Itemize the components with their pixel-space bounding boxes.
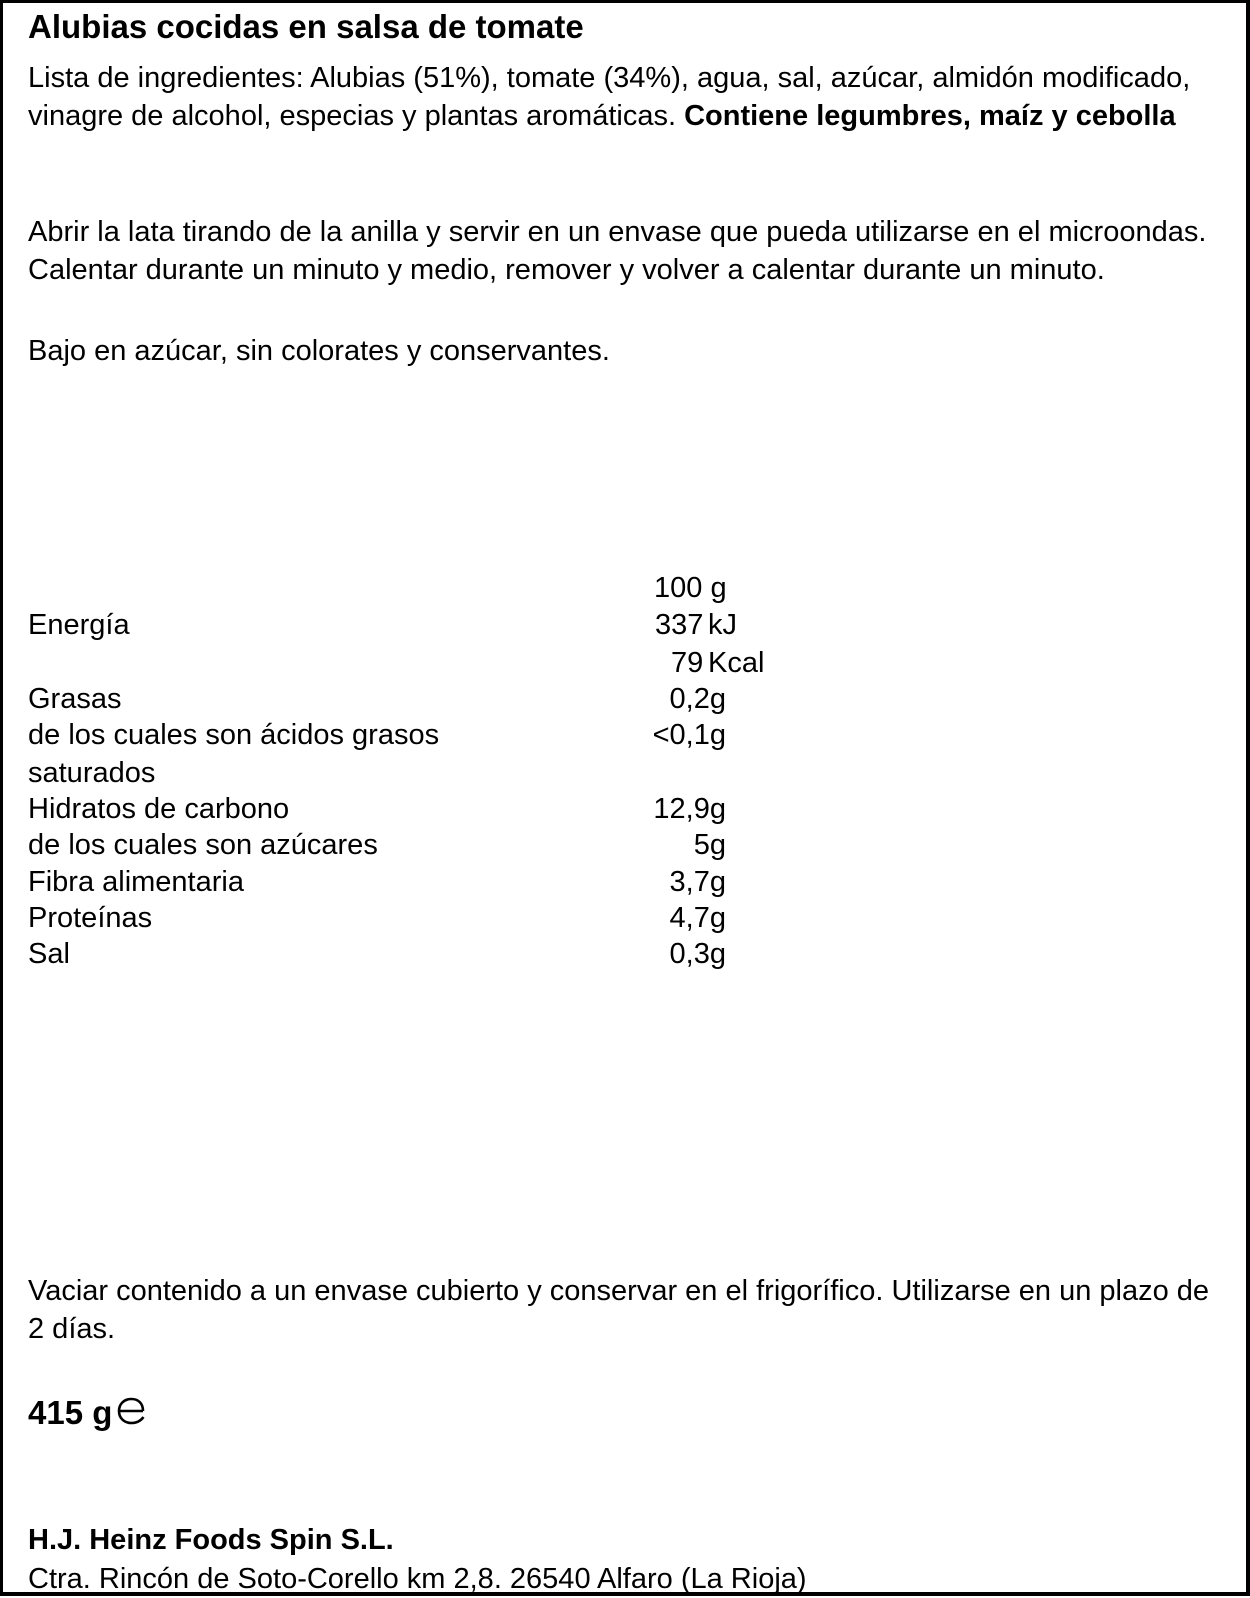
- fat-value: 0,2g: [669, 683, 726, 715]
- manufacturer-name: H.J. Heinz Foods Spin S.L.: [28, 1524, 394, 1556]
- energy-label: Energía: [28, 609, 130, 641]
- manufacturer-address: Ctra. Rincón de Soto-Corello km 2,8. 26540 Alfaro (La Rioja): [28, 1563, 807, 1595]
- energy-kj-value: 337: [655, 609, 704, 641]
- product-title: Alubias cocidas en salsa de tomate: [28, 8, 584, 45]
- estimated-sign-icon: [116, 1395, 148, 1435]
- saturates-value: <0,1g: [652, 719, 726, 751]
- energy-kj-unit: kJ: [708, 609, 737, 641]
- salt-value: 0,3g: [669, 938, 726, 970]
- net-weight: [28, 1393, 148, 1435]
- sugars-value: 5g: [693, 829, 726, 861]
- fat-label: Grasas: [28, 683, 122, 715]
- ingredients-text: Lista de ingredientes: Alubias (51%), tomate (34%), agua, sal, azúcar, almidón modificado, vinagre de alcohol, especias y plantas aromáticas.: [28, 62, 1191, 132]
- preparation-instructions: Abrir la lata tirando de la anilla y servir en un envase que pueda utilizarse en el microondas. Calentar durante un minuto y medio, remover y volver a calentar durante un minuto.: [28, 216, 1207, 286]
- salt-label: Sal: [28, 938, 70, 970]
- net-weight-value: 415 g: [28, 1394, 113, 1431]
- protein-label: Proteínas: [28, 902, 153, 934]
- fibre-value: 3,7g: [669, 866, 726, 898]
- carbs-value: 12,9g: [653, 793, 726, 825]
- nutrition-column-header: 100 g: [654, 572, 727, 604]
- storage-instructions: Vaciar contenido a un envase cubierto y conservar en el frigorífico. Utilizarse en un plazo de 2 días.: [28, 1275, 1210, 1345]
- saturates-label: de los cuales son ácidos grasos: [28, 719, 440, 751]
- ingredients-list: [28, 59, 1228, 135]
- energy-kcal-value: 79: [671, 647, 704, 679]
- allergens-text: Contiene legumbres, maíz y cebolla: [684, 100, 1176, 132]
- nutrition-claim: Bajo en azúcar, sin colorates y conservantes.: [28, 335, 610, 367]
- carbs-label: Hidratos de carbono: [28, 793, 290, 825]
- fibre-label: Fibra alimentaria: [28, 866, 244, 898]
- saturates-label-continued: saturados: [28, 757, 156, 789]
- protein-value: 4,7g: [669, 902, 726, 934]
- sugars-label: de los cuales son azúcares: [28, 829, 378, 861]
- energy-kcal-unit: Kcal: [708, 647, 765, 679]
